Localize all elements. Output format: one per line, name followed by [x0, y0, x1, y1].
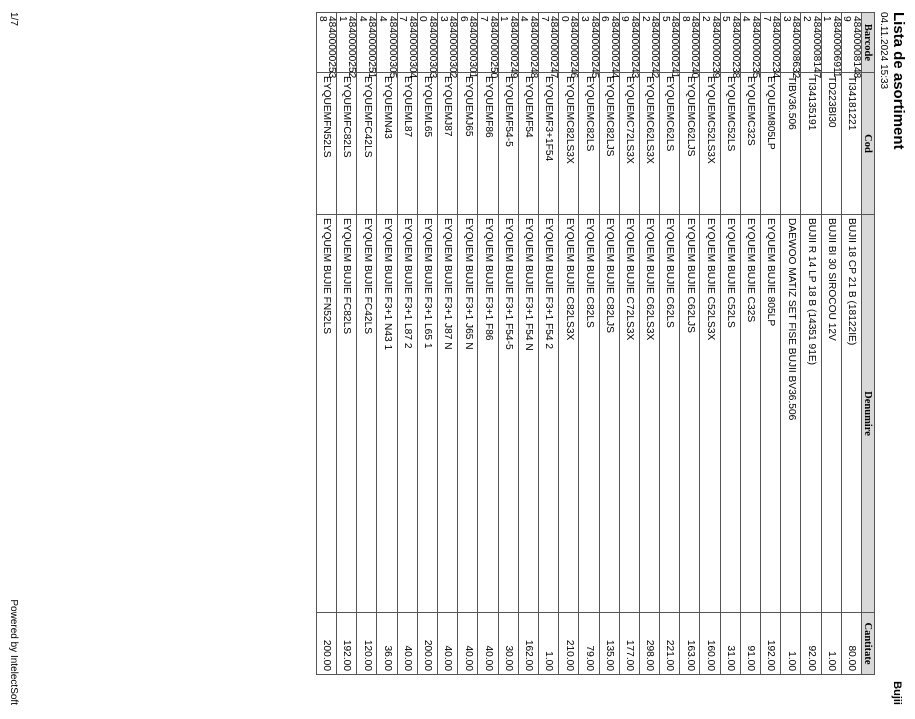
table-row	[821, 13, 841, 675]
barcode-check-digit: 8	[316, 16, 328, 22]
cell-barcode	[457, 13, 479, 79]
barcode-main: 48400000240	[689, 16, 701, 79]
cell-barcode	[538, 13, 560, 79]
cell-cod: TIBV36.506	[781, 73, 801, 215]
table-row	[619, 13, 639, 675]
cell-cantitate: 36.00	[377, 613, 397, 675]
cell-barcode	[619, 13, 640, 79]
barcode-check-digit: 0	[417, 16, 429, 22]
cell-barcode	[437, 13, 459, 79]
barcode-check-digit: 3	[578, 16, 590, 22]
cell-cantitate: 91.00	[740, 613, 760, 675]
barcode-main: 48400000253	[326, 16, 338, 79]
cell-denumire: EYQUEM BUJIE C82LS3X	[559, 215, 579, 613]
cell-barcode	[659, 13, 681, 79]
cell-cantitate: 79.00	[579, 613, 599, 675]
cell-barcode	[316, 13, 338, 79]
header-cod: Cod	[862, 73, 875, 215]
cell-cantitate: 192.00	[337, 613, 357, 675]
table-row	[337, 13, 357, 675]
barcode-main: 48400000251	[366, 16, 378, 79]
cell-cod: EYQUEMC52LS	[720, 73, 740, 215]
report-date: 04.11.2024 15:33	[878, 12, 889, 90]
cell-denumire: EYQUEM BUJIE F3+1 F54 N	[518, 215, 538, 613]
cell-barcode	[720, 13, 741, 79]
barcode-main: 48400000304	[406, 16, 418, 79]
cell-cantitate: 1.00	[821, 613, 841, 675]
cell-cod: EYQUEMC82LS	[579, 73, 599, 215]
cell-cantitate: 31.00	[720, 613, 740, 675]
cell-cantitate: 163.00	[680, 613, 700, 675]
barcode-check-digit: 7	[760, 16, 772, 22]
cell-denumire: EYQUEM BUJIE C82LS	[579, 215, 599, 613]
cell-denumire: EYQUEM BUJIE C72LS3X	[619, 215, 639, 613]
cell-denumire: EYQUEM BUJIE FC42LS	[357, 215, 377, 613]
barcode-main: 48400000303	[427, 16, 439, 79]
barcode-check-digit: 4	[518, 16, 530, 22]
cell-barcode	[377, 13, 398, 79]
table-row	[518, 13, 538, 675]
cell-cantitate: 210.00	[559, 613, 579, 675]
table-row	[458, 13, 478, 675]
barcode-main: 48400000301	[467, 16, 479, 79]
cell-denumire: EYQUEM BUJIE F3+1 F54-5	[498, 215, 518, 613]
barcode-check-digit: 2	[801, 16, 813, 22]
cell-denumire: EYQUEM BUJIE FC82LS	[337, 215, 357, 613]
barcode-check-digit: 1	[336, 16, 348, 22]
cell-cantitate: 120.00	[357, 613, 377, 675]
table-row	[740, 13, 760, 675]
table-row	[397, 13, 417, 675]
barcode-main: 48400000244	[608, 16, 620, 79]
cell-denumire: EYQUEM BUJIE C62LS3X	[639, 215, 659, 613]
cell-denumire: EYQUEM BUJIE FN52LS	[316, 215, 336, 613]
barcode-check-digit: 0	[558, 16, 570, 22]
barcode-main: 48400000235	[750, 16, 762, 79]
powered-by: Powered by IntelectSoft	[8, 599, 19, 705]
barcode-check-digit: 4	[377, 16, 389, 22]
table-row	[539, 13, 559, 675]
cell-cod: EYQUEMF3+1F54	[539, 73, 559, 215]
barcode-check-digit: 9	[619, 16, 631, 22]
cell-denumire: EYQUEM BUJIE C32S	[740, 215, 760, 613]
barcode-check-digit: 6	[457, 16, 469, 22]
table-row	[599, 13, 619, 675]
cell-cantitate: 40.00	[458, 613, 478, 675]
cell-barcode	[821, 13, 842, 78]
cell-denumire: BUJII BI 30 SIROCOU 12V	[821, 215, 841, 613]
cell-denumire: EYQUEM BUJIE F3+1 J87 N	[438, 215, 458, 613]
barcode-main: 48400000246	[568, 16, 580, 79]
table-row	[639, 13, 659, 675]
cell-cod: TI34135191	[801, 73, 821, 215]
barcode-check-digit: 8	[679, 16, 691, 22]
cell-cod: TD223BI30	[821, 73, 841, 215]
barcode-main: 48400000245	[588, 16, 600, 79]
cell-cantitate: 177.00	[619, 613, 639, 675]
table-row	[498, 13, 518, 675]
table-row	[660, 13, 680, 675]
cell-denumire: EYQUEM BUJIE C52LS	[720, 215, 740, 613]
barcode-main: 48400000242	[649, 16, 661, 79]
cell-denumire: EYQUEM BUJIE C62LS	[660, 215, 680, 613]
barcode-check-digit: 2	[700, 16, 712, 22]
cell-cod: EYQUEMJ65	[458, 73, 478, 215]
cell-cantitate: 1.00	[781, 613, 801, 675]
barcode-check-digit: 1	[498, 16, 510, 22]
barcode-main: 48400000239	[709, 16, 721, 79]
table-row	[478, 13, 498, 675]
cell-cantitate: 1.00	[539, 613, 559, 675]
barcode-main: 48400000238	[729, 16, 741, 79]
category-label: Bujii	[891, 681, 903, 705]
table-row	[417, 13, 437, 675]
cell-cod: EYQUEMFN52LS	[316, 73, 336, 215]
cell-barcode	[478, 13, 499, 79]
cell-barcode	[639, 13, 661, 79]
cell-cod: EYQUEMFC82LS	[337, 73, 357, 215]
cell-cod: EYQUEMC62LS3X	[639, 73, 659, 215]
table-row	[680, 13, 700, 675]
header-cantitate: Cantitate	[862, 613, 875, 675]
cell-denumire: EYQUEM BUJIE F3+1 N43 1	[377, 215, 397, 613]
cell-barcode	[397, 13, 418, 79]
barcode-main: 48400000305	[386, 16, 398, 79]
cell-denumire: EYQUEM BUJIE C82LJS	[599, 215, 619, 613]
table-row	[377, 13, 397, 675]
cell-denumire: DAEWOO MATIZ SET FISE BUJII BV36.506	[781, 215, 801, 613]
cell-cod: EYQUEML65	[417, 73, 437, 215]
cell-cod: EYQUEMC62LJS	[680, 73, 700, 215]
barcode-check-digit: 2	[639, 16, 651, 22]
cell-cod: EYQUEML87	[397, 73, 417, 215]
cell-cantitate: 80.00	[841, 613, 861, 675]
cell-denumire: EYQUEM BUJIE F3+1 F54 2	[539, 215, 559, 613]
cell-cantitate: 135.00	[599, 613, 619, 675]
barcode-main: 48400000248	[528, 16, 539, 79]
barcode-main: 48400000234	[770, 16, 782, 79]
cell-denumire: EYQUEM BUJIE F3+1 F86	[478, 215, 498, 613]
barcode-main: 48400000249	[507, 16, 519, 79]
cell-barcode	[498, 13, 519, 79]
barcode-main: 48400008148	[851, 16, 862, 79]
barcode-main: 48400000302	[447, 16, 459, 79]
cell-barcode	[780, 13, 802, 79]
cell-barcode	[417, 13, 439, 79]
cell-cantitate: 40.00	[478, 613, 498, 675]
barcode-check-digit: 5	[659, 16, 671, 22]
barcode-check-digit: 3	[437, 16, 449, 22]
table-row	[316, 13, 336, 675]
cell-denumire: BUJII R 14 LP 18 B (14351 91E)	[801, 215, 821, 613]
header-barcode: Barcode	[862, 13, 875, 73]
cell-cantitate: 162.00	[518, 613, 538, 675]
cell-barcode	[760, 13, 782, 79]
cell-cantitate: 92.00	[801, 613, 821, 675]
barcode-check-digit: 1	[821, 16, 833, 22]
barcode-check-digit: 7	[478, 16, 490, 22]
table-row	[438, 13, 458, 675]
cell-denumire: EYQUEM BUJIE F3+1 J65 N	[458, 215, 478, 613]
cell-barcode	[518, 13, 539, 79]
cell-cod: EYQUEMF54	[518, 73, 538, 215]
cell-denumire: EYQUEM BUJIE C52LS3X	[700, 215, 720, 613]
barcode-main: 48400000252	[346, 16, 358, 79]
table-header-row	[862, 13, 875, 675]
cell-denumire: EYQUEM BUJIE F3+1 L87 2	[397, 215, 417, 613]
page-number: 1/7	[8, 12, 19, 26]
barcode-main: 48400000250	[487, 16, 499, 79]
table-row	[357, 13, 377, 675]
barcode-check-digit: 4	[740, 16, 752, 22]
cell-cantitate: 30.00	[498, 613, 518, 675]
cell-cod: TI34181221	[841, 73, 861, 215]
barcode-main: 48400000241	[669, 16, 681, 79]
barcode-check-digit: 9	[841, 16, 853, 22]
cell-cantitate: 298.00	[639, 613, 659, 675]
barcode-main: 48400000243	[628, 16, 640, 79]
cell-cod: EYQUEMF54-5	[498, 73, 518, 215]
cell-cod: EYQUEMC62LS	[660, 73, 680, 215]
cell-cantitate: 192.00	[761, 613, 781, 675]
table-row	[700, 13, 720, 675]
cell-barcode	[356, 13, 378, 79]
cell-cod: EYQUEMF86	[478, 73, 498, 215]
cell-cod: EYQUEMC32S	[740, 73, 760, 215]
table-row	[761, 13, 781, 675]
table-row	[559, 13, 579, 675]
table-row	[801, 13, 821, 675]
cell-barcode	[599, 13, 620, 79]
cell-cod: EYQUEMN43	[377, 73, 397, 215]
cell-cantitate: 40.00	[397, 613, 417, 675]
cell-cantitate: 200.00	[417, 613, 437, 675]
cell-cod: EYQUEMC82LS3X	[559, 73, 579, 215]
cell-barcode	[578, 13, 600, 79]
cell-denumire: EYQUEM BUJIE C62LJS	[680, 215, 700, 613]
cell-denumire: BUJII 18 CP 21 B (18122IE)	[841, 215, 861, 613]
cell-cod: EYQUEMC82LJS	[599, 73, 619, 215]
barcode-check-digit: 7	[538, 16, 550, 22]
cell-cantitate: 160.00	[700, 613, 720, 675]
table-row	[720, 13, 740, 675]
barcode-main: 48400000247	[548, 16, 560, 79]
cell-cod: EYQUEMJ87	[438, 73, 458, 215]
barcode-main: 48400008632	[790, 16, 802, 79]
cell-cantitate: 221.00	[660, 613, 680, 675]
barcode-check-digit: 6	[599, 16, 611, 22]
cell-cod: EYQUEMC52LS3X	[700, 73, 720, 215]
table-body	[316, 13, 861, 675]
cell-barcode	[801, 13, 822, 79]
cell-denumire: EYQUEM BUJIE 805LP	[761, 215, 781, 613]
cell-denumire: EYQUEM BUJIE F3+1 L65 1	[417, 215, 437, 613]
assortment-table	[316, 12, 875, 675]
barcode-check-digit: 5	[720, 16, 732, 22]
barcode-check-digit: 4	[356, 16, 368, 22]
barcode-main: 48400006911	[830, 16, 842, 78]
barcode-check-digit: 7	[397, 16, 409, 22]
cell-cod: EYQUEM805LP	[761, 73, 781, 215]
page-title: Lista de asortiment	[890, 12, 907, 150]
header-denumire: Denumire	[862, 215, 875, 613]
cell-cod: EYQUEMFC42LS	[357, 73, 377, 215]
table-row	[841, 13, 861, 675]
cell-cod: EYQUEMC72LS3X	[619, 73, 639, 215]
cell-barcode	[700, 13, 721, 79]
cell-cantitate: 200.00	[316, 613, 336, 675]
cell-barcode	[841, 13, 862, 79]
table-row	[781, 13, 801, 675]
cell-barcode	[740, 13, 762, 79]
barcode-main: 48400008147	[810, 16, 822, 79]
table-row	[579, 13, 599, 675]
cell-cantitate: 40.00	[438, 613, 458, 675]
cell-barcode	[336, 13, 358, 79]
cell-barcode	[679, 13, 701, 79]
barcode-check-digit: 3	[780, 16, 792, 22]
cell-barcode	[558, 13, 580, 79]
